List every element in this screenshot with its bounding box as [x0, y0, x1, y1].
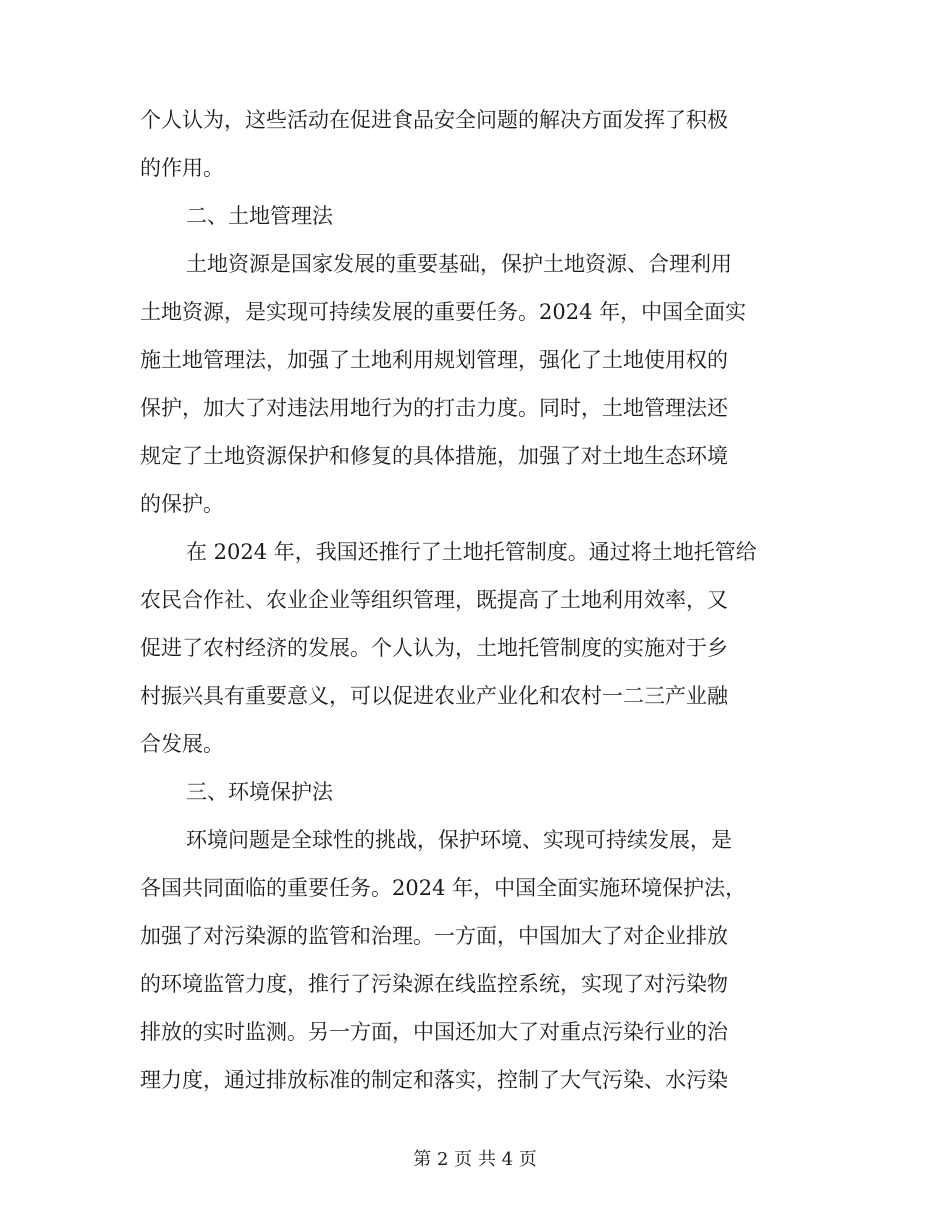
paragraph	[140, 528, 810, 768]
text-line: 合发展。	[140, 732, 224, 756]
text-line: 个人认为，这些活动在促进食品安全问题的解决方面发挥了积极	[140, 108, 728, 132]
section-heading	[140, 192, 810, 240]
paragraph	[140, 240, 810, 528]
text-line: 土地资源是国家发展的重要基础，保护土地资源、合理利用	[186, 252, 732, 276]
page-number-footer: 第 2 页 共 4 页	[413, 1149, 537, 1170]
text-line: 促进了农村经济的发展。个人认为，土地托管制度的实施对于乡	[140, 636, 728, 660]
text-line: 环境问题是全球性的挑战，保护环境、实现可持续发展，是	[186, 828, 732, 852]
document-body	[140, 96, 810, 1104]
text-line: 排放的实时监测。另一方面，中国还加大了对重点污染行业的治	[140, 1020, 728, 1044]
text-line: 各国共同面临的重要任务。2024 年，中国全面实施环境保护法，	[140, 876, 747, 900]
text-line: 农民合作社、农业企业等组织管理，既提高了土地利用效率，又	[140, 588, 728, 612]
text-line: 的作用。	[140, 156, 224, 180]
section-heading	[140, 768, 810, 816]
text-line: 施土地管理法，加强了土地利用规划管理，强化了土地使用权的	[140, 348, 728, 372]
text-line: 的保护。	[140, 492, 224, 516]
text-line: 土地资源，是实现可持续发展的重要任务。2024 年，中国全面实	[140, 300, 747, 324]
text-line: 保护，加大了对违法用地行为的打击力度。同时，土地管理法还	[140, 396, 728, 420]
text-line: 规定了土地资源保护和修复的具体措施，加强了对土地生态环境	[140, 444, 728, 468]
text-line: 三、环境保护法	[186, 780, 333, 804]
paragraph	[140, 96, 810, 192]
text-line: 加强了对污染源的监管和治理。一方面，中国加大了对企业排放	[140, 924, 728, 948]
paragraph	[140, 816, 810, 1104]
text-line: 在 2024 年，我国还推行了土地托管制度。通过将土地托管给	[186, 540, 757, 564]
text-line: 村振兴具有重要意义，可以促进农业产业化和农村一二三产业融	[140, 684, 728, 708]
text-line: 理力度，通过排放标准的制定和落实，控制了大气污染、水污染	[140, 1068, 728, 1092]
text-line: 的环境监管力度，推行了污染源在线监控系统，实现了对污染物	[140, 972, 728, 996]
text-line: 二、土地管理法	[186, 204, 333, 228]
